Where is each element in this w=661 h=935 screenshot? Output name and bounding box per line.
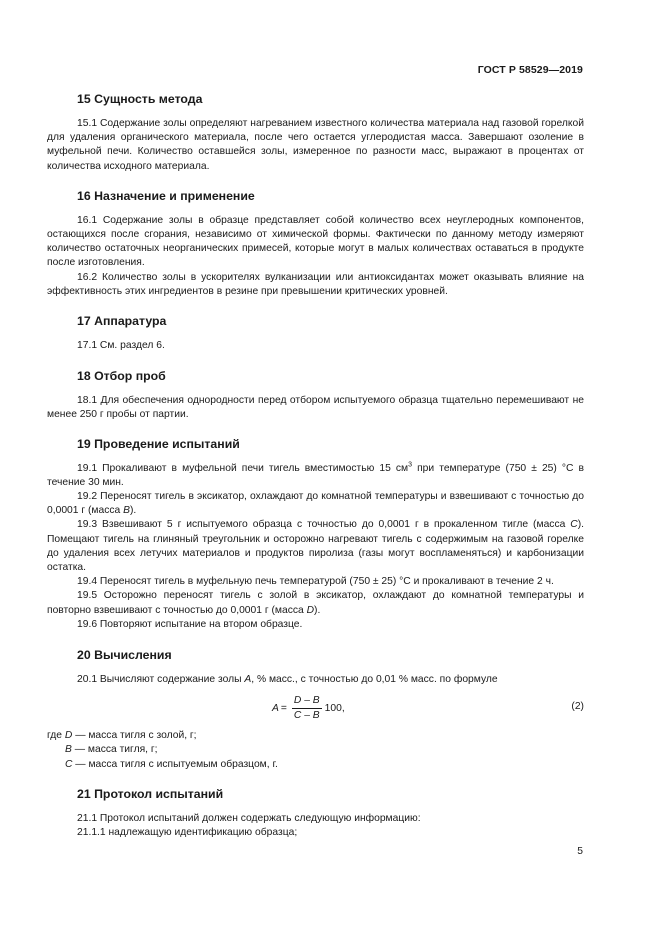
section-title: 16 Назначение и применение <box>77 188 255 203</box>
formula-multiplier: 100, <box>324 702 345 714</box>
paragraph-18-1: 18.1 Для обеспечения однородности перед отбором испытуемого образца тщательно перемешивают не менее 250 г пробы от партии. <box>47 395 584 421</box>
paragraph-16-2: 16.2 Количество золы в ускорителях вулканизации или антиоксидантах может оказывать влияние на эффективность этих ингредиентов в резине при превышении критических уровней. <box>47 271 584 297</box>
page-number: 5 <box>577 846 583 857</box>
paragraph-19-4: 19.4 Переносят тигель в муфельную печь температурой (750 ± 25) °С и прокаливают в течение 2 ч. <box>77 576 554 588</box>
formula-2 <box>47 693 584 723</box>
formula-denominator: C – B <box>293 709 320 721</box>
document-id: ГОСТ Р 58529—2019 <box>477 64 583 76</box>
section-15 <box>47 92 584 174</box>
paragraph-21-1-1: 21.1.1 надлежащую идентификацию образца; <box>77 827 298 839</box>
formula-numerator: D – B <box>292 695 322 709</box>
section-title: 17 Аппаратура <box>77 314 167 329</box>
section-21 <box>47 787 584 840</box>
legend-item-c: C — масса тигля с испытуемым образцом, г. <box>65 758 278 770</box>
section-title: 18 Отбор проб <box>77 369 166 384</box>
paragraph-20-1: 20.1 Вычисляют содержание золы A, % масс., с точностью до 0,01 % масс. по формуле <box>77 674 498 686</box>
legend-item-b: B — масса тигля, г; <box>65 744 158 756</box>
paragraph-15-1: 15.1 Содержание золы определяют нагреванием известного количества материала над газовой горелкой для удаления органического материала, после чего остается углеродистая масса. Завершают озоление в муфельной печи. Количество оставшейся золы, измеренное по разности масс, выражают в процентах от количества исходного материала. <box>47 118 584 172</box>
section-title: 15 Сущность метода <box>77 92 203 106</box>
document-body <box>47 92 584 853</box>
section-title: 20 Вычисления <box>77 648 172 663</box>
paragraph-19-1: 19.1 Прокаливают в муфельной печи тигель вместимостью 15 $см^3$ при температуре (750 ± 25) °С в течение 30 мин. <box>47 461 585 488</box>
section-title: 19 Проведение испытаний <box>77 436 240 451</box>
paragraph-19-6: 19.6 Повторяют испытание на втором образце. <box>77 618 303 630</box>
section-18 <box>47 369 584 422</box>
paragraph-19-5: 19.5 Осторожно переносят тигель с золой в эксикатор, охлаждают до комнатной температуры и повторно взвешивают с точностью до 0,0001 г (масса D). <box>47 590 584 616</box>
formula-legend <box>47 729 584 772</box>
paragraph-17-1: 17.1 См. раздел 6. <box>77 340 165 352</box>
paragraph-19-2: 19.2 Переносят тигель в эксикатор, охлаждают до комнатной температуры и взвешивают с точностью до 0,0001 г (масса B). <box>47 491 584 517</box>
section-16 <box>47 189 584 299</box>
legend-item-d: где D — масса тигля с золой, г; <box>47 730 197 742</box>
section-title: 21 Протокол испытаний <box>77 786 224 801</box>
paragraph-21-1: 21.1 Протокол испытаний должен содержать следующую информацию: <box>77 812 421 824</box>
formula-equals: = <box>280 702 287 714</box>
formula-fraction <box>292 695 322 722</box>
paragraph-19-3: 19.3 Взвешивают 5 г испытуемого образца с точностью до 0,0001 г в прокаленном тигле (масса C). Помещают тигель на глиняный треугольник и осторожно нагревают тигель с содержимым на газовой горелке до удаления всех летучих материалов и продуктов пиролиза (газы могут воспламеняться) и карбонизации остатка. <box>47 519 584 574</box>
section-19 <box>47 437 584 632</box>
formula-number: (2) <box>571 701 584 713</box>
section-17 <box>47 314 584 353</box>
formula-lhs: A <box>272 702 279 714</box>
section-20 <box>47 648 584 772</box>
paragraph-16-1: 16.1 Содержание золы в образце представляет собой количество всех неуглеродных компонентов, остающихся после сгорания, независимо от химической формы. Фактически по данному методу измеряют количество остаточных неорганических примесей, которые могут в малых количествах оставаться в продукте после изготовления. <box>47 214 584 269</box>
formula-expression <box>272 693 345 723</box>
